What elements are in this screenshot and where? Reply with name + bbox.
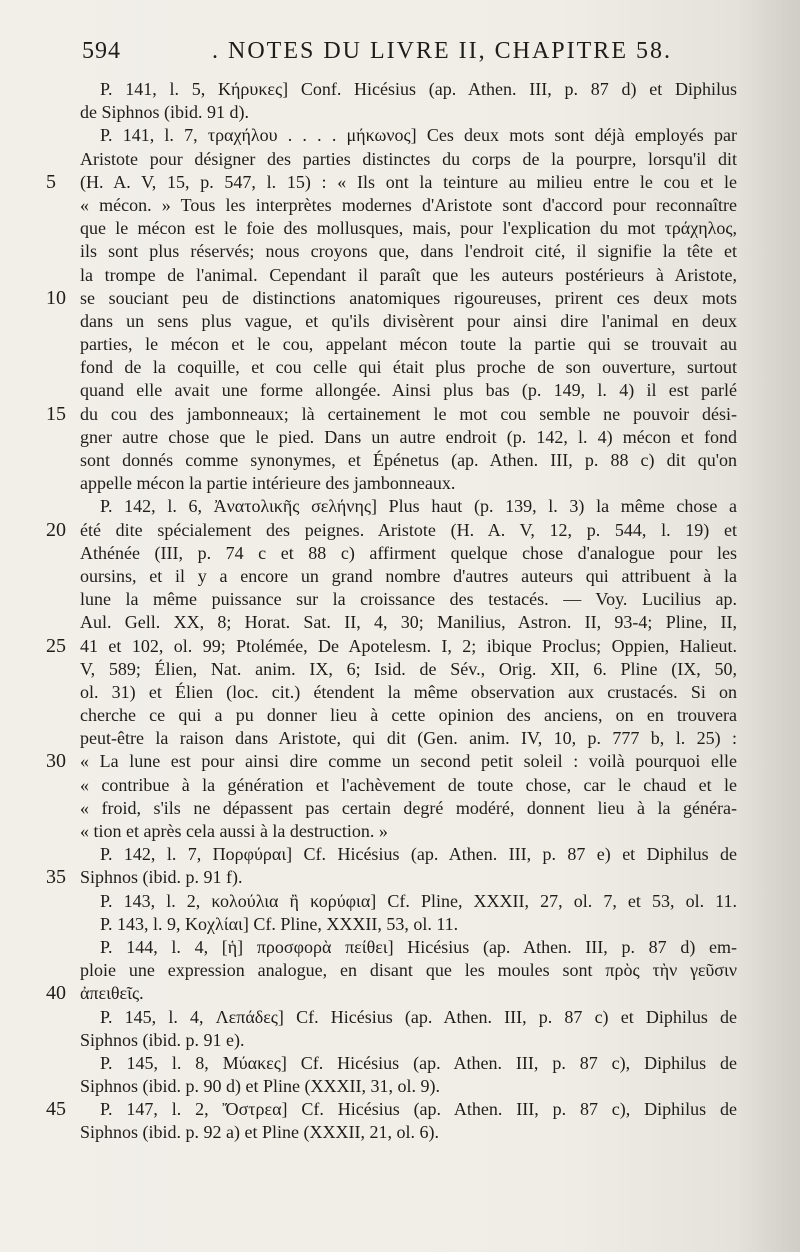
line-text: P. 145, l. 8, Μύακες] Cf. Hicésius (ap. Athen. III, p. 87 c), Diphilus de [100, 1052, 737, 1073]
text-line [46, 866, 737, 889]
text-line [80, 101, 737, 124]
line-text: « La lune est pour ainsi dire comme un second petit soleil : voilà pourquoi elle [80, 751, 737, 772]
text-line [46, 402, 737, 426]
line-text: ol. 31) et Élien (loc. cit.) étendent la même observation aux crustacés. Si on [80, 681, 737, 702]
line-text: cherche ce qui a pu donner lieu à cette opinion des anciens, on en trouvera [80, 705, 737, 726]
text-line [80, 449, 737, 472]
text-line [80, 542, 737, 565]
text-line [80, 495, 737, 518]
text-line [80, 1121, 737, 1144]
line-text: P. 141, l. 5, Κήρυκες] Conf. Hicésius (ap. Athen. III, p. 87 d) et Diphilus [100, 79, 737, 99]
line-text: de Siphnos (ibid. 91 d). [80, 102, 249, 123]
line-text: Siphnos (ibid. p. 90 d) et Pline (XXXII, 31, ol. 9). [80, 1076, 440, 1097]
line-text: (H. A. V, 15, p. 547, l. 15) : « Ils ont la teinture au milieu entre le cou et le [80, 171, 737, 192]
text-line [80, 820, 737, 843]
line-text: P. 147, l. 2, Ὄστρεα] Cf. Hicésius (ap. Athen. III, p. 87 c), Diphilus de [100, 1099, 737, 1120]
text-line [80, 148, 737, 171]
line-text: « contribue à la génération et l'achèvement de toute chose, car le chaud et le [80, 774, 737, 795]
text-line [80, 1075, 737, 1098]
text-line [46, 170, 737, 194]
line-number: 15 [46, 402, 66, 425]
text-line [80, 588, 737, 611]
text-line [80, 936, 737, 959]
text-line [46, 982, 737, 1005]
line-text: Aul. Gell. XX, 8; Horat. Sat. II, 4, 30; Manilius, Astron. II, 93-4; Pline, II, [80, 612, 737, 633]
text-line [80, 217, 737, 240]
text-line [80, 1029, 737, 1052]
line-text: Siphnos (ibid. p. 91 f). [80, 867, 243, 888]
text-line [80, 356, 737, 379]
text-line [80, 681, 737, 704]
line-text: se souciant peu de distinctions anatomiques rigoureuses, prirent ces deux mots [80, 287, 737, 308]
running-title: . NOTES DU LIVRE II, CHAPITRE 58. [212, 38, 672, 64]
line-number: 35 [46, 866, 66, 889]
line-text: P. 142, l. 6, Ἀνατολικῆς σελήνης] Plus haut (p. 139, l. 3) la même chose a [100, 496, 737, 517]
line-text: « tion et après cela aussi à la destruction. » [80, 821, 388, 841]
line-text: Siphnos (ibid. p. 91 e). [80, 1029, 245, 1050]
line-text: du cou des jambonneaux; là certainement le mot cou semble ne pouvoir dési- [80, 403, 737, 424]
page-number: 594 [82, 38, 121, 64]
text-line [80, 333, 737, 356]
text-line [80, 240, 737, 263]
page-header [82, 38, 737, 72]
line-text: fond de la coquille, et cou celle qui était plus proche de son ouverture, surtout [80, 357, 737, 378]
text-line [80, 658, 737, 681]
line-text: sont donnés comme synonymes, et Épénetus (ap. Athen. III, p. 88 c) dit qu'on [80, 450, 737, 470]
line-number: 25 [46, 634, 66, 657]
line-text: P. 145, l. 4, Λεπάδες] Cf. Hicésius (ap. Athen. III, p. 87 c) et Diphilus de [100, 1006, 737, 1027]
line-number: 45 [46, 1098, 66, 1121]
text-line [80, 890, 737, 913]
line-text: P. 141, l. 7, τραχήλου . . . . μήκωνος] Ces deux mots sont déjà employés par [100, 125, 737, 146]
notes-body [46, 78, 737, 1145]
line-number: 5 [46, 170, 56, 193]
text-line [80, 426, 737, 449]
line-text: P. 144, l. 4, [ἡ] προσφορὰ πείθει] Hicésius (ap. Athen. III, p. 87 d) em- [100, 936, 737, 957]
line-text: gner autre chose que le pied. Dans un autre endroit (p. 142, l. 4) mécon et fond [80, 426, 737, 447]
line-text: lune la même puissance sur la croissance des testacés. — Voy. Lucilius ap. [80, 589, 737, 610]
line-text: appelle mécon la partie intérieure des jambonneaux. [80, 473, 456, 494]
text-line [80, 124, 737, 147]
text-line [80, 472, 737, 495]
line-text: 41 et 102, ol. 99; Ptolémée, De Apotelesm. I, 2; ibique Proclus; Oppien, Halieut. [80, 635, 737, 656]
line-text: Siphnos (ibid. p. 92 a) et Pline (XXXII, 21, ol. 6). [80, 1122, 439, 1143]
text-line [80, 704, 737, 727]
text-line [80, 774, 737, 797]
text-line [46, 634, 737, 658]
line-text: quand elle avait une forme allongée. Ainsi plus bas (p. 149, l. 4) il est parlé [80, 380, 737, 401]
line-text: parties, le mécon et le cou, appelant mécon toute la partie qui se trouvait au [80, 334, 737, 355]
line-number: 20 [46, 518, 66, 541]
text-line [80, 379, 737, 402]
text-line [80, 913, 737, 936]
text-line [80, 611, 737, 634]
line-text: la trompe de l'animal. Cependant il paraît que les auteurs postérieurs à Aristote, [80, 264, 737, 285]
text-line [80, 843, 737, 866]
line-text: ploie une expression analogue, en disant que les moules sont πρὸς τὴν γεῦσιν [80, 960, 737, 981]
line-text: Athénée (III, p. 74 c et 88 c) affirment quelque chose d'analogue pour les [80, 542, 737, 563]
text-line [46, 750, 737, 773]
line-text: P. 143, l. 9, Κοχλίαι] Cf. Pline, XXXII, 53, ol. 11. [100, 913, 459, 934]
text-line [80, 959, 737, 982]
text-line [80, 1006, 737, 1029]
line-text: P. 143, l. 2, κολούλια ἢ κορύφια] Cf. Pline, XXXII, 27, ol. 7, et 53, ol. 11. [100, 890, 737, 911]
line-text: Aristote pour désigner des parties distinctes du corps de la pourpre, lorsqu'il dit [80, 148, 737, 169]
text-line [46, 286, 737, 310]
text-line [46, 518, 737, 542]
text-line [80, 565, 737, 588]
text-line [80, 194, 737, 217]
line-text: « froid, s'ils ne dépassent pas certain degré modéré, donnent lieu à la généra- [80, 797, 737, 818]
line-text: P. 142, l. 7, Πορφύραι] Cf. Hicésius (ap. Athen. III, p. 87 e) et Diphilus de [100, 844, 737, 865]
text-line [80, 1052, 737, 1075]
line-text: que le mécon est le foie des mollusques, mais, pour l'explication du mot τράχηλος, [80, 218, 737, 239]
line-text: « mécon. » Tous les interprètes modernes d'Aristote sont d'accord pour reconnaître [80, 194, 737, 215]
text-line [80, 78, 737, 101]
line-text: ils sont plus réservés; nous croyons que, dans l'endroit cité, il signifie la tête et [80, 241, 737, 262]
text-line [80, 264, 737, 287]
text-line [80, 797, 737, 820]
line-text: été dite spécialement des peignes. Aristote (H. A. V, 12, p. 544, l. 19) et [80, 519, 737, 540]
line-text: dans un sens plus vague, et qu'ils divisèrent pour ainsi dire l'animal en deux [80, 310, 737, 331]
line-text: peut-être la raison dans Aristote, qui dit (Gen. anim. IV, 10, p. 777 b, l. 25) : [80, 728, 737, 749]
text-line [46, 1098, 737, 1121]
line-text: oursins, et il y a encore un grand nombre d'autres auteurs qui attribuent à la [80, 565, 737, 586]
text-line [80, 310, 737, 333]
text-line [80, 727, 737, 750]
line-number: 10 [46, 286, 66, 309]
line-text: V, 589; Élien, Nat. anim. IX, 6; Isid. de Sév., Orig. XII, 6. Pline (IX, 50, [80, 658, 737, 679]
line-number: 40 [46, 982, 66, 1005]
line-text: ἀπειθεῖς. [80, 983, 144, 1004]
line-number: 30 [46, 750, 66, 773]
